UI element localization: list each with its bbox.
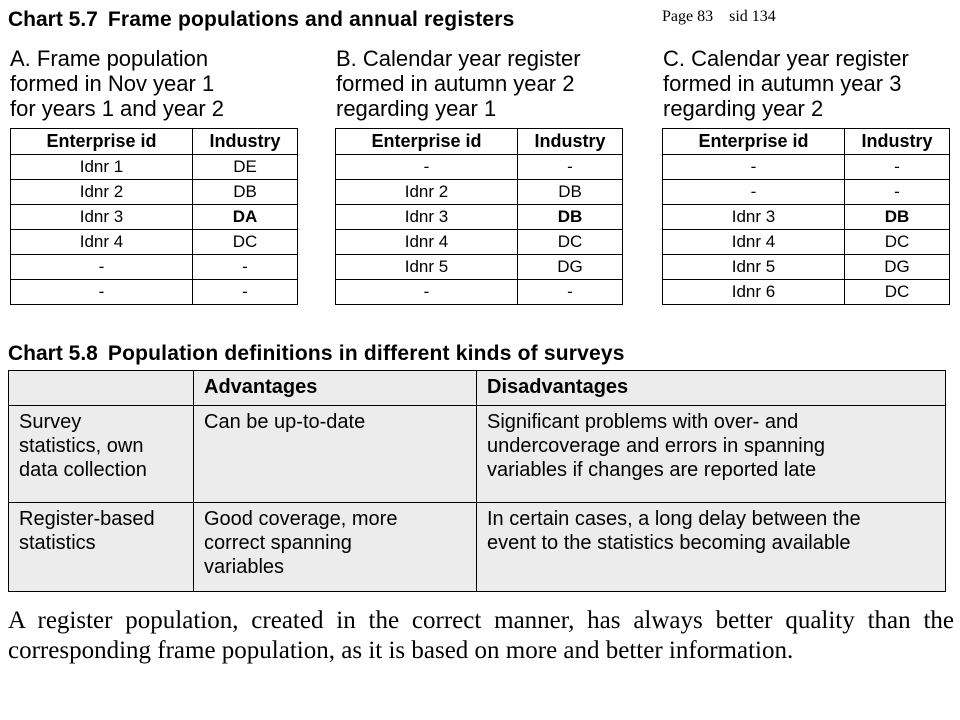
page-number: [662, 8, 776, 26]
panel-b-title-line: regarding year 1: [336, 96, 497, 121]
panel-c-title-line: C. Calendar year register: [663, 46, 909, 71]
cell-line: correct spanning: [204, 532, 352, 554]
industry-cell: DE: [193, 155, 298, 180]
enterprise-id-header: Enterprise id: [663, 129, 845, 155]
industry-cell: DC: [845, 230, 950, 255]
enterprise-id-cell: -: [11, 280, 193, 305]
industry-cell: DB: [518, 205, 623, 230]
disadvantages-cell: [477, 503, 946, 592]
panel-b-table: [335, 128, 623, 305]
table-row: [336, 205, 623, 230]
table-row: [336, 230, 623, 255]
panel-b-title-line: formed in autumn year 2: [336, 71, 575, 96]
industry-cell: DB: [193, 180, 298, 205]
table-row: [663, 230, 950, 255]
disadvantages-cell: [477, 406, 946, 503]
cell-line: In certain cases, a long delay between the: [487, 508, 861, 530]
table-row: [9, 406, 946, 503]
table-header-row: [663, 129, 950, 155]
industry-cell: DB: [845, 205, 950, 230]
table-row: [663, 155, 950, 180]
chart-5-7-number: Chart 5.7: [8, 8, 98, 31]
survey-type-cell: [9, 503, 194, 592]
industry-cell: DA: [193, 205, 298, 230]
enterprise-id-header: Enterprise id: [11, 129, 193, 155]
cell-line: Survey: [19, 411, 82, 433]
table-row: [11, 205, 298, 230]
enterprise-id-header: Enterprise id: [336, 129, 518, 155]
panel-c-table: [662, 128, 950, 305]
cell-line: statistics: [19, 532, 96, 554]
chart-5-8-title: [8, 342, 625, 366]
cell-line: variables if changes are reported late: [487, 459, 817, 481]
table-row: [11, 155, 298, 180]
table-row: [11, 180, 298, 205]
conclusion-paragraph: A register population, created in the correct manner, has always better quality than the corresponding frame population, as it is based on more and better information.: [8, 607, 954, 664]
industry-cell: DC: [193, 230, 298, 255]
enterprise-id-cell: -: [336, 155, 518, 180]
industry-cell: DG: [518, 255, 623, 280]
survey-type-cell: [9, 406, 194, 503]
blank-header-cell: [9, 371, 194, 406]
enterprise-id-cell: -: [11, 255, 193, 280]
population-definitions-table: [8, 370, 946, 592]
enterprise-id-cell: Idnr 6: [663, 280, 845, 305]
table-row: [11, 230, 298, 255]
enterprise-id-cell: Idnr 3: [663, 205, 845, 230]
chart-5-8-heading: Population definitions in different kinds of surveys: [107, 342, 625, 365]
table-row: [336, 155, 623, 180]
panel-b-title-line: B. Calendar year register: [336, 46, 581, 71]
chart-5-8-number: Chart 5.8: [8, 342, 98, 365]
cell-line: Good coverage, more: [204, 508, 398, 530]
table-row: [11, 280, 298, 305]
cell-line: statistics, own: [19, 435, 144, 457]
enterprise-id-cell: Idnr 1: [11, 155, 193, 180]
table-header-row: [9, 371, 946, 406]
cell-line: Significant problems with over- and: [487, 411, 799, 433]
chart-5-7-title: [8, 8, 515, 32]
panel-b-title: [336, 46, 646, 121]
enterprise-id-cell: Idnr 5: [336, 255, 518, 280]
enterprise-id-cell: Idnr 3: [11, 205, 193, 230]
table-row: [663, 205, 950, 230]
industry-cell: -: [845, 180, 950, 205]
cell-line: Register-based: [19, 508, 155, 530]
panel-a-title-line: A. Frame population: [10, 46, 209, 71]
table-row: [336, 280, 623, 305]
panel-a-title: [10, 46, 320, 121]
industry-cell: -: [193, 255, 298, 280]
enterprise-id-cell: Idnr 4: [663, 230, 845, 255]
industry-cell: -: [518, 280, 623, 305]
advantages-cell: [194, 406, 477, 503]
cell-line: Can be up-to-date: [204, 411, 366, 433]
panel-a-table: [10, 128, 298, 305]
panel-a-title-line: for years 1 and year 2: [10, 96, 225, 121]
panel-a-title-line: formed in Nov year 1: [10, 71, 215, 96]
disadvantages-header: Disadvantages: [477, 371, 946, 406]
enterprise-id-cell: Idnr 3: [336, 205, 518, 230]
advantages-header: Advantages: [194, 371, 477, 406]
table-row: [9, 503, 946, 592]
panel-c-title-line: regarding year 2: [663, 96, 824, 121]
industry-cell: -: [193, 280, 298, 305]
enterprise-id-cell: Idnr 2: [336, 180, 518, 205]
advantages-cell: [194, 503, 477, 592]
cell-line: variables: [204, 556, 285, 578]
enterprise-id-cell: -: [663, 180, 845, 205]
industry-header: Industry: [193, 129, 298, 155]
enterprise-id-cell: -: [336, 280, 518, 305]
industry-cell: DC: [845, 280, 950, 305]
table-row: [663, 280, 950, 305]
industry-cell: DB: [518, 180, 623, 205]
industry-cell: -: [518, 155, 623, 180]
table-row: [11, 255, 298, 280]
chart-5-7-heading: Frame populations and annual registers: [107, 8, 515, 31]
enterprise-id-cell: Idnr 4: [11, 230, 193, 255]
cell-line: undercoverage and errors in spanning: [487, 435, 825, 457]
panel-c-title: [663, 46, 960, 121]
table-row: [336, 180, 623, 205]
industry-header: Industry: [518, 129, 623, 155]
page-label: Page 83: [662, 8, 714, 25]
cell-line: event to the statistics becoming available: [487, 532, 851, 554]
enterprise-id-cell: Idnr 5: [663, 255, 845, 280]
industry-cell: DG: [845, 255, 950, 280]
table-row: [663, 255, 950, 280]
enterprise-id-cell: -: [663, 155, 845, 180]
table-row: [336, 255, 623, 280]
panel-c-title-line: formed in autumn year 3: [663, 71, 902, 96]
enterprise-id-cell: Idnr 4: [336, 230, 518, 255]
industry-cell: -: [845, 155, 950, 180]
enterprise-id-cell: Idnr 2: [11, 180, 193, 205]
sid-label: sid 134: [729, 8, 776, 25]
table-header-row: [336, 129, 623, 155]
industry-cell: DC: [518, 230, 623, 255]
table-header-row: [11, 129, 298, 155]
cell-line: data collection: [19, 459, 147, 481]
industry-header: Industry: [845, 129, 950, 155]
table-row: [663, 180, 950, 205]
